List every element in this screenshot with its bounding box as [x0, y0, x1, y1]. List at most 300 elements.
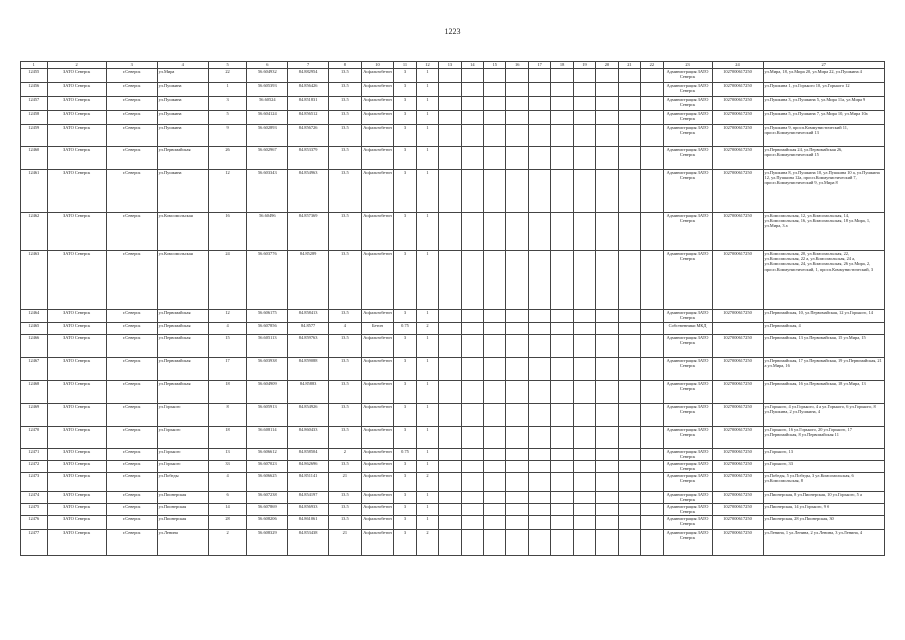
table-cell: Асфальтобетон [361, 473, 394, 492]
table-cell: 12476 [21, 516, 48, 530]
table-cell: 56.606175 [247, 310, 288, 323]
table-cell [439, 111, 461, 125]
column-number: 10 [361, 62, 394, 69]
column-number: 20 [596, 62, 618, 69]
table-row [21, 492, 885, 504]
table-cell: ул.Горького [157, 461, 208, 473]
table-row [21, 323, 885, 335]
table-cell [573, 404, 595, 427]
table-cell: 8 [208, 404, 247, 427]
table-cell: г.Северск [106, 251, 157, 310]
table-row [21, 170, 885, 213]
table-cell [461, 530, 483, 556]
table-cell: 56.602967 [247, 147, 288, 170]
table-cell: Администрация ЗАТО Северск [663, 111, 712, 125]
table-cell: 56.606625 [247, 473, 288, 492]
table-cell: 5 [208, 111, 247, 125]
table-cell [528, 449, 550, 461]
table-row [21, 125, 885, 147]
table-cell: 9 [208, 125, 247, 147]
table-cell [618, 251, 640, 310]
table-cell: ЗАТО Северск [47, 170, 106, 213]
table-cell: 84.861061 [288, 516, 329, 530]
table-cell [641, 530, 663, 556]
table-cell [573, 147, 595, 170]
table-cell [573, 381, 595, 404]
table-cell [551, 170, 573, 213]
table-cell: 1 [416, 97, 438, 111]
table-cell: Администрация ЗАТО Северск [663, 358, 712, 381]
table-cell [641, 310, 663, 323]
table-cell: 12470 [21, 427, 48, 449]
table-cell: 28 [208, 516, 247, 530]
table-cell [596, 69, 618, 83]
table-cell [573, 111, 595, 125]
table-cell: 56.604909 [247, 381, 288, 404]
table-cell [484, 404, 506, 427]
table-cell: 3 [394, 251, 416, 310]
table-cell: Асфальтобетон [361, 427, 394, 449]
table-cell [573, 125, 595, 147]
table-cell [551, 381, 573, 404]
table-cell: 12469 [21, 404, 48, 427]
table-cell [528, 213, 550, 251]
table-cell [551, 358, 573, 381]
table-cell [484, 358, 506, 381]
table-cell: 56.604932 [247, 69, 288, 83]
table-cell: 84.851831 [288, 97, 329, 111]
table-cell: ЗАТО Северск [47, 147, 106, 170]
table-cell: Асфальтобетон [361, 335, 394, 358]
column-number-row [21, 62, 885, 69]
table-cell: 1 [416, 516, 438, 530]
table-cell [439, 323, 461, 335]
table-cell: 84.858504 [288, 449, 329, 461]
table-cell [596, 449, 618, 461]
table-cell [461, 310, 483, 323]
table-cell: 33 [208, 461, 247, 473]
table-cell: 1 [416, 492, 438, 504]
table-cell [551, 83, 573, 97]
table-cell: 4 [329, 323, 362, 335]
table-cell: ЗАТО Северск [47, 449, 106, 461]
table-cell [461, 335, 483, 358]
table-cell: ЗАТО Северск [47, 461, 106, 473]
table-cell [573, 492, 595, 504]
column-number: 16 [506, 62, 528, 69]
table-cell: 84.859088 [288, 358, 329, 381]
table-cell: 3 [394, 427, 416, 449]
table-cell: 22 [208, 69, 247, 83]
table-cell [596, 516, 618, 530]
table-cell: ул.Пионерская, 28 ул.Пионерская, 30 [763, 516, 885, 530]
table-cell [551, 516, 573, 530]
table-cell: 56.603776 [247, 251, 288, 310]
table-cell [461, 125, 483, 147]
table-row [21, 147, 885, 170]
table-cell: ЗАТО Северск [47, 335, 106, 358]
table-cell: 84.856726 [288, 125, 329, 147]
table-cell: 1 [416, 381, 438, 404]
table-cell [551, 323, 573, 335]
table-cell: 84.854963 [288, 170, 329, 213]
table-cell: ул.Пушкина [157, 170, 208, 213]
table-cell: Администрация ЗАТО Северск [663, 125, 712, 147]
table-cell: ЗАТО Северск [47, 125, 106, 147]
table-cell: 21 [329, 473, 362, 492]
column-number: 5 [208, 62, 247, 69]
column-number: 13 [439, 62, 461, 69]
table-cell [484, 83, 506, 97]
table-cell [484, 427, 506, 449]
table-cell [618, 335, 640, 358]
table-cell [641, 427, 663, 449]
table-cell [461, 381, 483, 404]
table-cell: ЗАТО Северск [47, 69, 106, 83]
table-cell: 2 [208, 530, 247, 556]
table-cell [573, 358, 595, 381]
table-cell [461, 358, 483, 381]
table-cell: ЗАТО Северск [47, 323, 106, 335]
table-cell: ЗАТО Северск [47, 404, 106, 427]
table-cell: 12471 [21, 449, 48, 461]
table-cell: г.Северск [106, 97, 157, 111]
table-cell [641, 111, 663, 125]
table-cell: 2 [416, 473, 438, 492]
table-cell: 56.608206 [247, 516, 288, 530]
table-cell: 17 [208, 358, 247, 381]
table-cell: 3 [394, 147, 416, 170]
table-cell: ул.Первомайская, 13 ул.Первомайская, 15 ул.Мира, 15 [763, 335, 885, 358]
table-cell: 3 [394, 492, 416, 504]
table-cell: 1 [416, 251, 438, 310]
table-cell: 56.603343 [247, 170, 288, 213]
table-cell: г.Северск [106, 69, 157, 83]
table-cell: Асфальтобетон [361, 170, 394, 213]
table-cell: г.Северск [106, 473, 157, 492]
table-cell [461, 213, 483, 251]
table-cell: г.Северск [106, 404, 157, 427]
table-cell [528, 97, 550, 111]
column-number: 3 [106, 62, 157, 69]
table-cell: 1027000617250 [712, 461, 763, 473]
table-cell: 13.5 [329, 358, 362, 381]
table-cell: 3 [394, 97, 416, 111]
table-cell: 13.5 [329, 147, 362, 170]
table-cell: Администрация ЗАТО Северск [663, 504, 712, 516]
table-cell [506, 335, 528, 358]
table-cell: ЗАТО Северск [47, 111, 106, 125]
table-cell: 3 [394, 335, 416, 358]
table-cell: ЗАТО Северск [47, 504, 106, 516]
column-number: 12 [416, 62, 438, 69]
table-cell [641, 213, 663, 251]
table-cell [596, 170, 618, 213]
table-cell: 1027000617250 [712, 335, 763, 358]
table-cell: 1027000617250 [712, 170, 763, 213]
table-cell: Асфальтобетон [361, 516, 394, 530]
table-cell: 84.854197 [288, 492, 329, 504]
table-cell [506, 323, 528, 335]
table-cell [528, 310, 550, 323]
table-cell [573, 516, 595, 530]
table-cell [641, 323, 663, 335]
table-cell [439, 147, 461, 170]
table-cell: 56.605913 [247, 404, 288, 427]
table-cell: ул.Пушкина [157, 111, 208, 125]
table-cell: 1027000617250 [712, 427, 763, 449]
table-cell: ул.Первомайская, 17 ул.Первомайская, 19 ул.Первомайская, 21 а ул.Мира, 16 [763, 358, 885, 381]
table-cell [596, 404, 618, 427]
table-cell [461, 427, 483, 449]
table-cell: ЗАТО Северск [47, 251, 106, 310]
table-cell: 56.602893 [247, 125, 288, 147]
table-cell [439, 69, 461, 83]
table-cell: 1027000617250 [712, 147, 763, 170]
table-cell: 12465 [21, 323, 48, 335]
table-cell [573, 170, 595, 213]
table-cell [641, 251, 663, 310]
table-cell [484, 461, 506, 473]
table-cell [596, 504, 618, 516]
table-cell: 12467 [21, 358, 48, 381]
table-row [21, 381, 885, 404]
table-cell: Асфальтобетон [361, 147, 394, 170]
table-row [21, 97, 885, 111]
table-cell [439, 427, 461, 449]
table-cell [641, 358, 663, 381]
table-cell [506, 504, 528, 516]
table-cell [484, 381, 506, 404]
table-cell [596, 323, 618, 335]
table-cell: Асфальтобетон [361, 251, 394, 310]
table-cell: ул.Пушкина [157, 125, 208, 147]
table-cell [618, 147, 640, 170]
table-cell: 1 [416, 358, 438, 381]
table-cell: Администрация ЗАТО Северск [663, 492, 712, 504]
table-cell: ул.Горького [157, 449, 208, 461]
table-cell: Асфальтобетон [361, 69, 394, 83]
table-cell: 84.856426 [288, 83, 329, 97]
table-cell: 56.607238 [247, 492, 288, 504]
table-cell [618, 427, 640, 449]
column-number: 27 [763, 62, 885, 69]
table-cell: 56.604124 [247, 111, 288, 125]
table-cell: 12458 [21, 111, 48, 125]
table-cell: 1027000617250 [712, 504, 763, 516]
table-cell: 12460 [21, 147, 48, 170]
table-cell: ЗАТО Северск [47, 473, 106, 492]
table-cell [439, 335, 461, 358]
table-cell: 12455 [21, 69, 48, 83]
table-cell: 13.5 [329, 310, 362, 323]
table-row [21, 310, 885, 323]
table-cell: 84.854926 [288, 404, 329, 427]
table-cell: ЗАТО Северск [47, 83, 106, 97]
table-cell [551, 147, 573, 170]
table-cell [528, 427, 550, 449]
table-cell: 1027000617250 [712, 404, 763, 427]
table-cell [506, 449, 528, 461]
table-cell: 12477 [21, 530, 48, 556]
table-cell: 13 [208, 449, 247, 461]
table-cell: 13.5 [329, 492, 362, 504]
table-cell [641, 381, 663, 404]
table-cell: 3 [208, 97, 247, 111]
table-cell [596, 473, 618, 492]
table-cell: 1 [416, 449, 438, 461]
table-cell [528, 83, 550, 97]
table-cell: 1027000617250 [712, 83, 763, 97]
table-cell: 1027000617250 [712, 358, 763, 381]
table-cell: Бетон [361, 323, 394, 335]
table-cell: Администрация ЗАТО Северск [663, 170, 712, 213]
table-cell [573, 251, 595, 310]
table-row [21, 461, 885, 473]
table-cell [641, 516, 663, 530]
table-cell: Администрация ЗАТО Северск [663, 69, 712, 83]
table-cell: 1 [416, 461, 438, 473]
table-cell: ЗАТО Северск [47, 310, 106, 323]
table-cell [573, 461, 595, 473]
table-cell: ул.Горького [157, 404, 208, 427]
table-cell [712, 323, 763, 335]
table-cell [573, 504, 595, 516]
table-cell [528, 473, 550, 492]
table-cell [461, 97, 483, 111]
table-cell [461, 473, 483, 492]
table-cell: г.Северск [106, 125, 157, 147]
table-cell [528, 335, 550, 358]
table-cell: 3 [394, 504, 416, 516]
table-cell: 13.5 [329, 213, 362, 251]
table-cell [506, 97, 528, 111]
table-cell: Асфальтобетон [361, 404, 394, 427]
table-cell: 3 [394, 381, 416, 404]
table-cell [596, 147, 618, 170]
page-number: 1223 [444, 27, 461, 36]
table-cell [528, 504, 550, 516]
column-number: 8 [329, 62, 362, 69]
table-cell: г.Северск [106, 170, 157, 213]
table-cell: Администрация ЗАТО Северск [663, 449, 712, 461]
table-cell: 56.608329 [247, 530, 288, 556]
table-cell: 12468 [21, 381, 48, 404]
table-cell: 1027000617250 [712, 516, 763, 530]
table-cell: 1 [416, 147, 438, 170]
table-cell: Асфальтобетон [361, 111, 394, 125]
table-cell: Администрация ЗАТО Северск [663, 473, 712, 492]
table-cell [484, 323, 506, 335]
table-cell [618, 125, 640, 147]
table-cell: 84.85289 [288, 251, 329, 310]
table-cell: г.Северск [106, 492, 157, 504]
table-cell: 84.862696 [288, 461, 329, 473]
table-cell [484, 449, 506, 461]
table-cell: 3 [394, 111, 416, 125]
table-cell: ул.Первомайская [157, 323, 208, 335]
table-cell [484, 213, 506, 251]
table-cell [461, 111, 483, 125]
table-cell [641, 404, 663, 427]
table-cell: ул.Мира, 18, ул.Мира 20, ул.Мира 22, ул.Пушкина 4 [763, 69, 885, 83]
table-cell [573, 310, 595, 323]
table-cell: ул.Пушкина [157, 83, 208, 97]
table-cell: Асфальтобетон [361, 213, 394, 251]
table-cell [506, 125, 528, 147]
table-cell: 3 [394, 516, 416, 530]
table-cell [618, 170, 640, 213]
table-row [21, 335, 885, 358]
table-cell [528, 111, 550, 125]
table-cell: 13.5 [329, 83, 362, 97]
table-cell: 84.8577 [288, 323, 329, 335]
table-row [21, 516, 885, 530]
table-cell: 12461 [21, 170, 48, 213]
table-cell [551, 111, 573, 125]
table-cell: 13.5 [329, 111, 362, 125]
table-cell: 4 [208, 323, 247, 335]
table-cell: 18 [208, 381, 247, 404]
table-cell [484, 504, 506, 516]
table-cell [439, 170, 461, 213]
table-cell [596, 125, 618, 147]
table-cell: 3 [394, 170, 416, 213]
table-cell [506, 381, 528, 404]
table-cell [461, 147, 483, 170]
table-cell: г.Северск [106, 381, 157, 404]
table-cell: 1 [416, 427, 438, 449]
table-cell: 13.5 [329, 69, 362, 83]
column-number: 23 [663, 62, 712, 69]
table-cell [618, 323, 640, 335]
table-cell [506, 213, 528, 251]
table-cell: 1027000617250 [712, 530, 763, 556]
table-cell: ул.Комсомольская [157, 213, 208, 251]
table-cell [618, 530, 640, 556]
table-cell [439, 404, 461, 427]
table-cell: 1027000617250 [712, 251, 763, 310]
table-cell [506, 404, 528, 427]
table-cell: 3 [394, 310, 416, 323]
table-cell: ул.Пушкина 1, ул.Горького 10, ул.Горького 12 [763, 83, 885, 97]
table-cell: Асфальтобетон [361, 530, 394, 556]
table-cell: г.Северск [106, 83, 157, 97]
column-number: 1 [21, 62, 48, 69]
column-number: 17 [528, 62, 550, 69]
table-cell: ул.Победы, 5 ул.Победы, 3 ул.Комсомольская, 6 ул.Комсомольская, 8 [763, 473, 885, 492]
table-cell [439, 381, 461, 404]
table-cell [551, 461, 573, 473]
table-cell [484, 530, 506, 556]
table-cell: Администрация ЗАТО Северск [663, 213, 712, 251]
table-cell: 56.607869 [247, 504, 288, 516]
table-cell [461, 461, 483, 473]
table-cell [641, 125, 663, 147]
table-cell [596, 97, 618, 111]
table-cell: 12456 [21, 83, 48, 97]
table-cell: 84.882954 [288, 69, 329, 83]
table-cell: 56.607856 [247, 323, 288, 335]
table-cell [461, 504, 483, 516]
table-cell [618, 310, 640, 323]
table-cell [573, 83, 595, 97]
table-cell: 3 [394, 461, 416, 473]
table-cell: Администрация ЗАТО Северск [663, 97, 712, 111]
column-number: 7 [288, 62, 329, 69]
table-cell [551, 69, 573, 83]
table-cell: ул.Комсомольская, 12, ул.Комсомольская, 14, ул.Комсомольская, 16, ул.Комсомольская, 18 ул.Мира, 1, ул.Мира, 3 а [763, 213, 885, 251]
